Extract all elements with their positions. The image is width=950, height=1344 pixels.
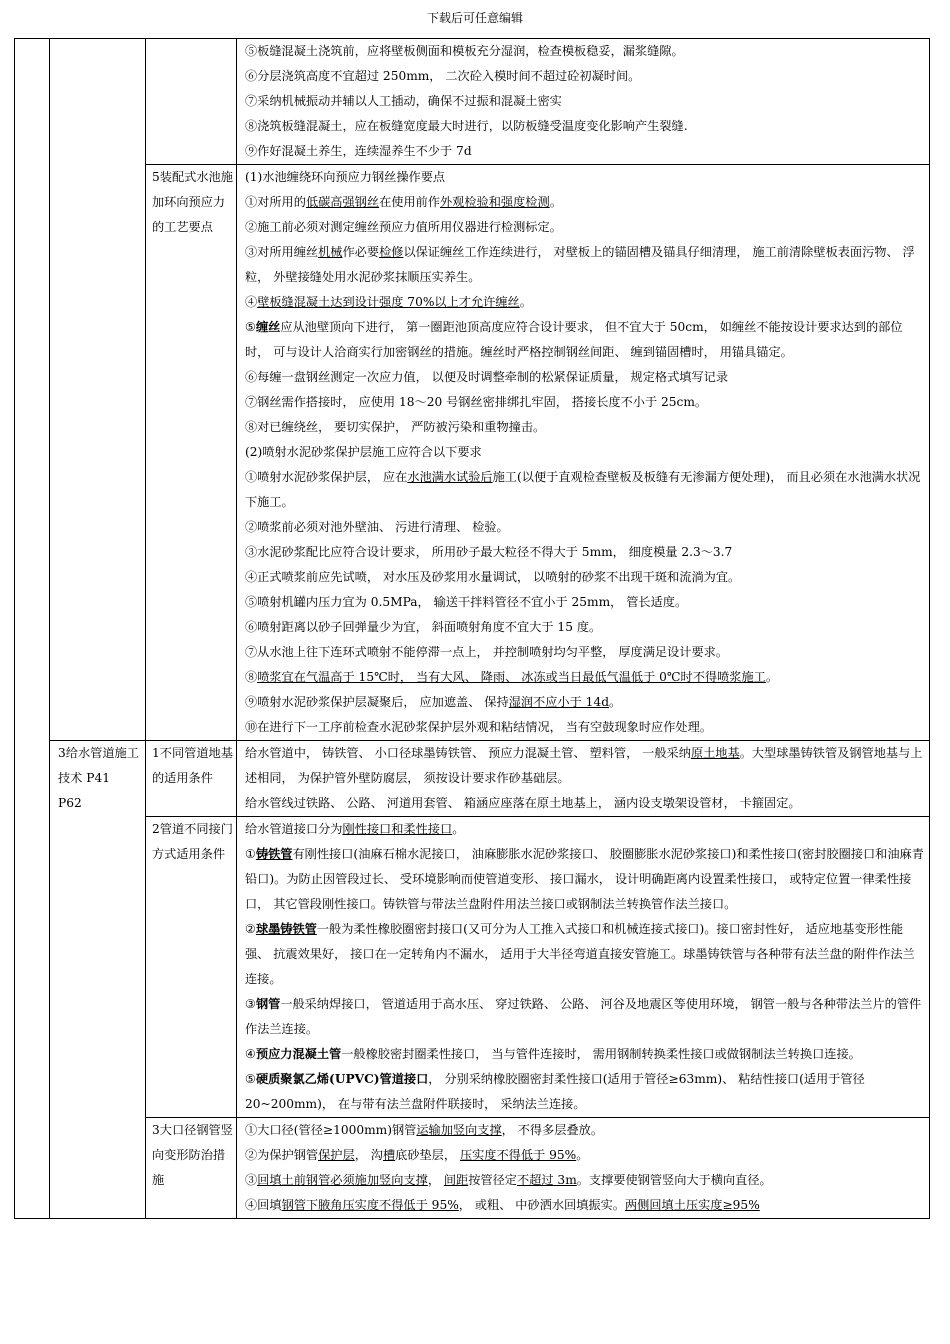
list-item: ②球墨铸铁管一般为柔性橡胶圈密封接口(又可分为人工推入式接口和机械连接式接口)。接口密封性好， 适应地基变形性能强、 抗震效果好， 接口在一定转角内不漏水， 适用于大半径弯道直接安管施工。球墨铸铁管与各种带有法兰盘的附件作法兰连接。 (245, 922, 915, 986)
list-item: (2)喷射水泥砂浆保护层施工应符合以下要求 (245, 445, 482, 459)
list-item: ⑧对已缠绕丝， 要切实保护， 严防被污染和重物撞击。 (245, 420, 546, 434)
list-item: ④预应力混凝土管一般橡胶密封圈柔性接口， 当与管件连接时， 需用钢制转换柔性接口或做钢制法兰转换口连接。 (245, 1047, 861, 1061)
list-item: ⑥喷射距离以砂子回弹量少为宜， 斜面喷射角度不宜大于 15 度。 (245, 620, 602, 634)
list-item: ⑦采纳机械振动并辅以人工插动，确保不过振和混凝土密实 (245, 94, 562, 108)
row-label-joints: 2管道不同接门方式适用条件 (146, 817, 237, 1118)
list-item: ⑧喷浆宜在气温高于 15℃时， 当有大风、 降雨、 冰冻或当日最低气温低于 0℃时不得喷浆施工。 (245, 670, 779, 684)
list-item: ②喷浆前必须对池外壁油、 污进行清理、 检验。 (245, 520, 509, 534)
table-row (15, 817, 930, 1118)
list-item: ⑦钢丝需作搭接时， 应使用 18～20 号钢丝密排绑扎牢固， 搭接长度不小于 25cm。 (245, 395, 708, 409)
list-item: ③水泥砂浆配比应符合设计要求， 所用砂子最大粒径不得大于 5mm， 细度模量 2.3～3.7 (245, 545, 733, 559)
list-item: ④回填钢管下腋角压实度不得低于 95%， 或粗、 中砂洒水回填振实。两侧回填土压实度≥95% (245, 1198, 760, 1212)
section-joint-concrete (237, 39, 930, 165)
page-header: 下载后可任意编辑 (426, 11, 523, 25)
content-table (14, 38, 930, 1219)
list-item: ⑨喷射水泥砂浆保护层凝聚后， 应加遮盖、 保持湿润不应小于 14d。 (245, 695, 622, 709)
table-row (15, 741, 930, 817)
row-label-steel-pipe: 3大口径钢管竖向变形防治措施 (146, 1118, 237, 1219)
section-steel-pipe (237, 1118, 930, 1219)
list-item: (1)水池缠绕环向预应力钢丝操作要点 (245, 170, 446, 184)
blank-col-2 (50, 39, 146, 741)
page-ref: P62 (58, 796, 82, 810)
blank-col-3 (146, 39, 237, 165)
list-item: ⑧浇筑板缝混凝土，应在板缝宽度最大时进行，以防板缝受温度变化影响产生裂缝. (245, 119, 688, 133)
list-item: ④正式喷浆前应先试喷， 对水压及砂浆用水量调试， 以喷射的砂浆不出现干斑和流淌为宜。 (245, 570, 741, 584)
list-item: 给水管线过铁路、 公路、 河道用套管、 箱涵应座落在原土地基上， 涵内设支墩架设管材， 卡箍固定。 (245, 796, 801, 810)
row-label-prestress: 5装配式水池施加环向预应力的工艺要点 (146, 165, 237, 741)
row-label-foundation: 1不同管道地基的适用条件 (146, 741, 237, 817)
table-row (15, 39, 930, 165)
list-item: ⑤硬质聚氯乙烯(UPVC)管道接口， 分别采纳橡胶圈密封柔性接口(适用于管径≥63mm)、 粘结性接口(适用于管径 20~200mm)， 在与带有法兰盘附件联接时， 采纳法兰连接。 (245, 1072, 865, 1111)
list-item: ⑩在进行下一工序前检查水泥砂浆保护层外观和粘结情况， 当有空鼓现象时应作处理。 (245, 720, 712, 734)
list-item: ⑤板缝混凝土浇筑前，应将壁板侧面和模板充分湿润，检查模板稳妥，漏浆缝隙。 (245, 44, 684, 58)
list-item: ⑦从水池上往下连环式喷射不能停滞一点上， 并控制喷射均匀平整， 厚度满足设计要求。 (245, 645, 729, 659)
table-row (15, 165, 930, 741)
list-item: ③回填土前钢管必须施加竖向支撑， 间距按管径定不超过 3m。支撑要使钢管竖向大于横向直径。 (245, 1173, 772, 1187)
part-label-water-pipe (50, 741, 146, 1219)
list-item: 给水管道中， 铸铁管、 小口径球墨铸铁管、 预应力混凝土管、 塑料管， 一般采纳原土地基。大型球墨铸铁管及钢管地基与上述相同， 为保护管外壁防腐层， 须按设计要求作砂基础层。 (245, 746, 923, 785)
list-item: ①大口径(管径≥1000mm)钢管运输加竖向支撑， 不得多层叠放。 (245, 1123, 604, 1137)
list-item: ②为保护钢管保护层， 沟槽底砂垫层， 压实度不得低于 95%。 (245, 1148, 589, 1162)
list-item: 给水管道接口分为刚性接口和柔性接口。 (245, 822, 465, 836)
list-item: ④壁板缝混凝土达到设计强度 70%以上才允许缠丝。 (245, 295, 532, 309)
list-item: ⑤喷射机罐内压力宜为 0.5MPa， 输送干拌料管径不宜小于 25mm， 管长适度。 (245, 595, 688, 609)
part-title: 3给水管道施工技术 P41 (58, 746, 139, 785)
table-row (15, 1118, 930, 1219)
list-item: ⑥分层浇筑高度不宜超过 250mm， 二次砼入模时间不超过砼初凝时间。 (245, 69, 641, 83)
section-foundation (237, 741, 930, 817)
list-item: ②施工前必须对测定缠丝预应力值所用仪器进行检测标定。 (245, 220, 562, 234)
blank-col-1 (15, 39, 50, 1219)
list-item: ⑤缠丝应从池壁顶向下进行， 第一圈距池顶高度应符合设计要求， 但不宜大于 50cm， 如缠丝不能按设计要求达到的部位时， 可与设计人洽商实行加密钢丝的措施。缠丝时严格控制钢丝间距、 缠到锚固槽时， 用锚具锚定。 (245, 320, 903, 359)
list-item: ⑥每缠一盘钢丝测定一次应力值， 以便及时调整牵制的松紧保证质量， 规定格式填写记录 (245, 370, 729, 384)
list-item: ⑨作好混凝土养生，连续湿养生不少于 7d (245, 144, 472, 158)
list-item: ①喷射水泥砂浆保护层， 应在水池满水试验后施工(以便于直观检查壁板及板缝有无渗漏方便处理)， 而且必须在水池满水状况下施工。 (245, 470, 921, 509)
list-item: ③对所用缠丝机械作必要检修以保证缠丝工作连续进行， 对壁板上的锚固槽及锚具仔细清理， 施工前清除壁板表面污物、 浮粒， 外壁接缝处用水泥砂浆抹顺压实养生。 (245, 245, 915, 284)
list-item: ①对所用的低碳高强钢丝在使用前作外观检验和强度检测。 (245, 195, 562, 209)
list-item: ①铸铁管有刚性接口(油麻石棉水泥接口， 油麻膨胀水泥砂浆接口、 胶圈膨胀水泥砂浆接口)和柔性接口(密封胶圈接口和油麻青铅口)。为防止因管段过长、 受环境影响而使管道变形、 接口漏水， 设计明确距离内设置柔性接口， 或特定位置一律柔性接口， 其它管段刚性接口。铸铁管与带法兰盘附件用法兰接口或钢制法兰转换管作法兰接口。 (245, 847, 924, 911)
list-item: ③钢管一般采纳焊接口， 管道适用于高水压、 穿过铁路、 公路、 河谷及地震区等使用环境， 钢管一般与各种带法兰片的管件作法兰连接。 (245, 997, 922, 1036)
section-prestress (237, 165, 930, 741)
section-joints (237, 817, 930, 1118)
